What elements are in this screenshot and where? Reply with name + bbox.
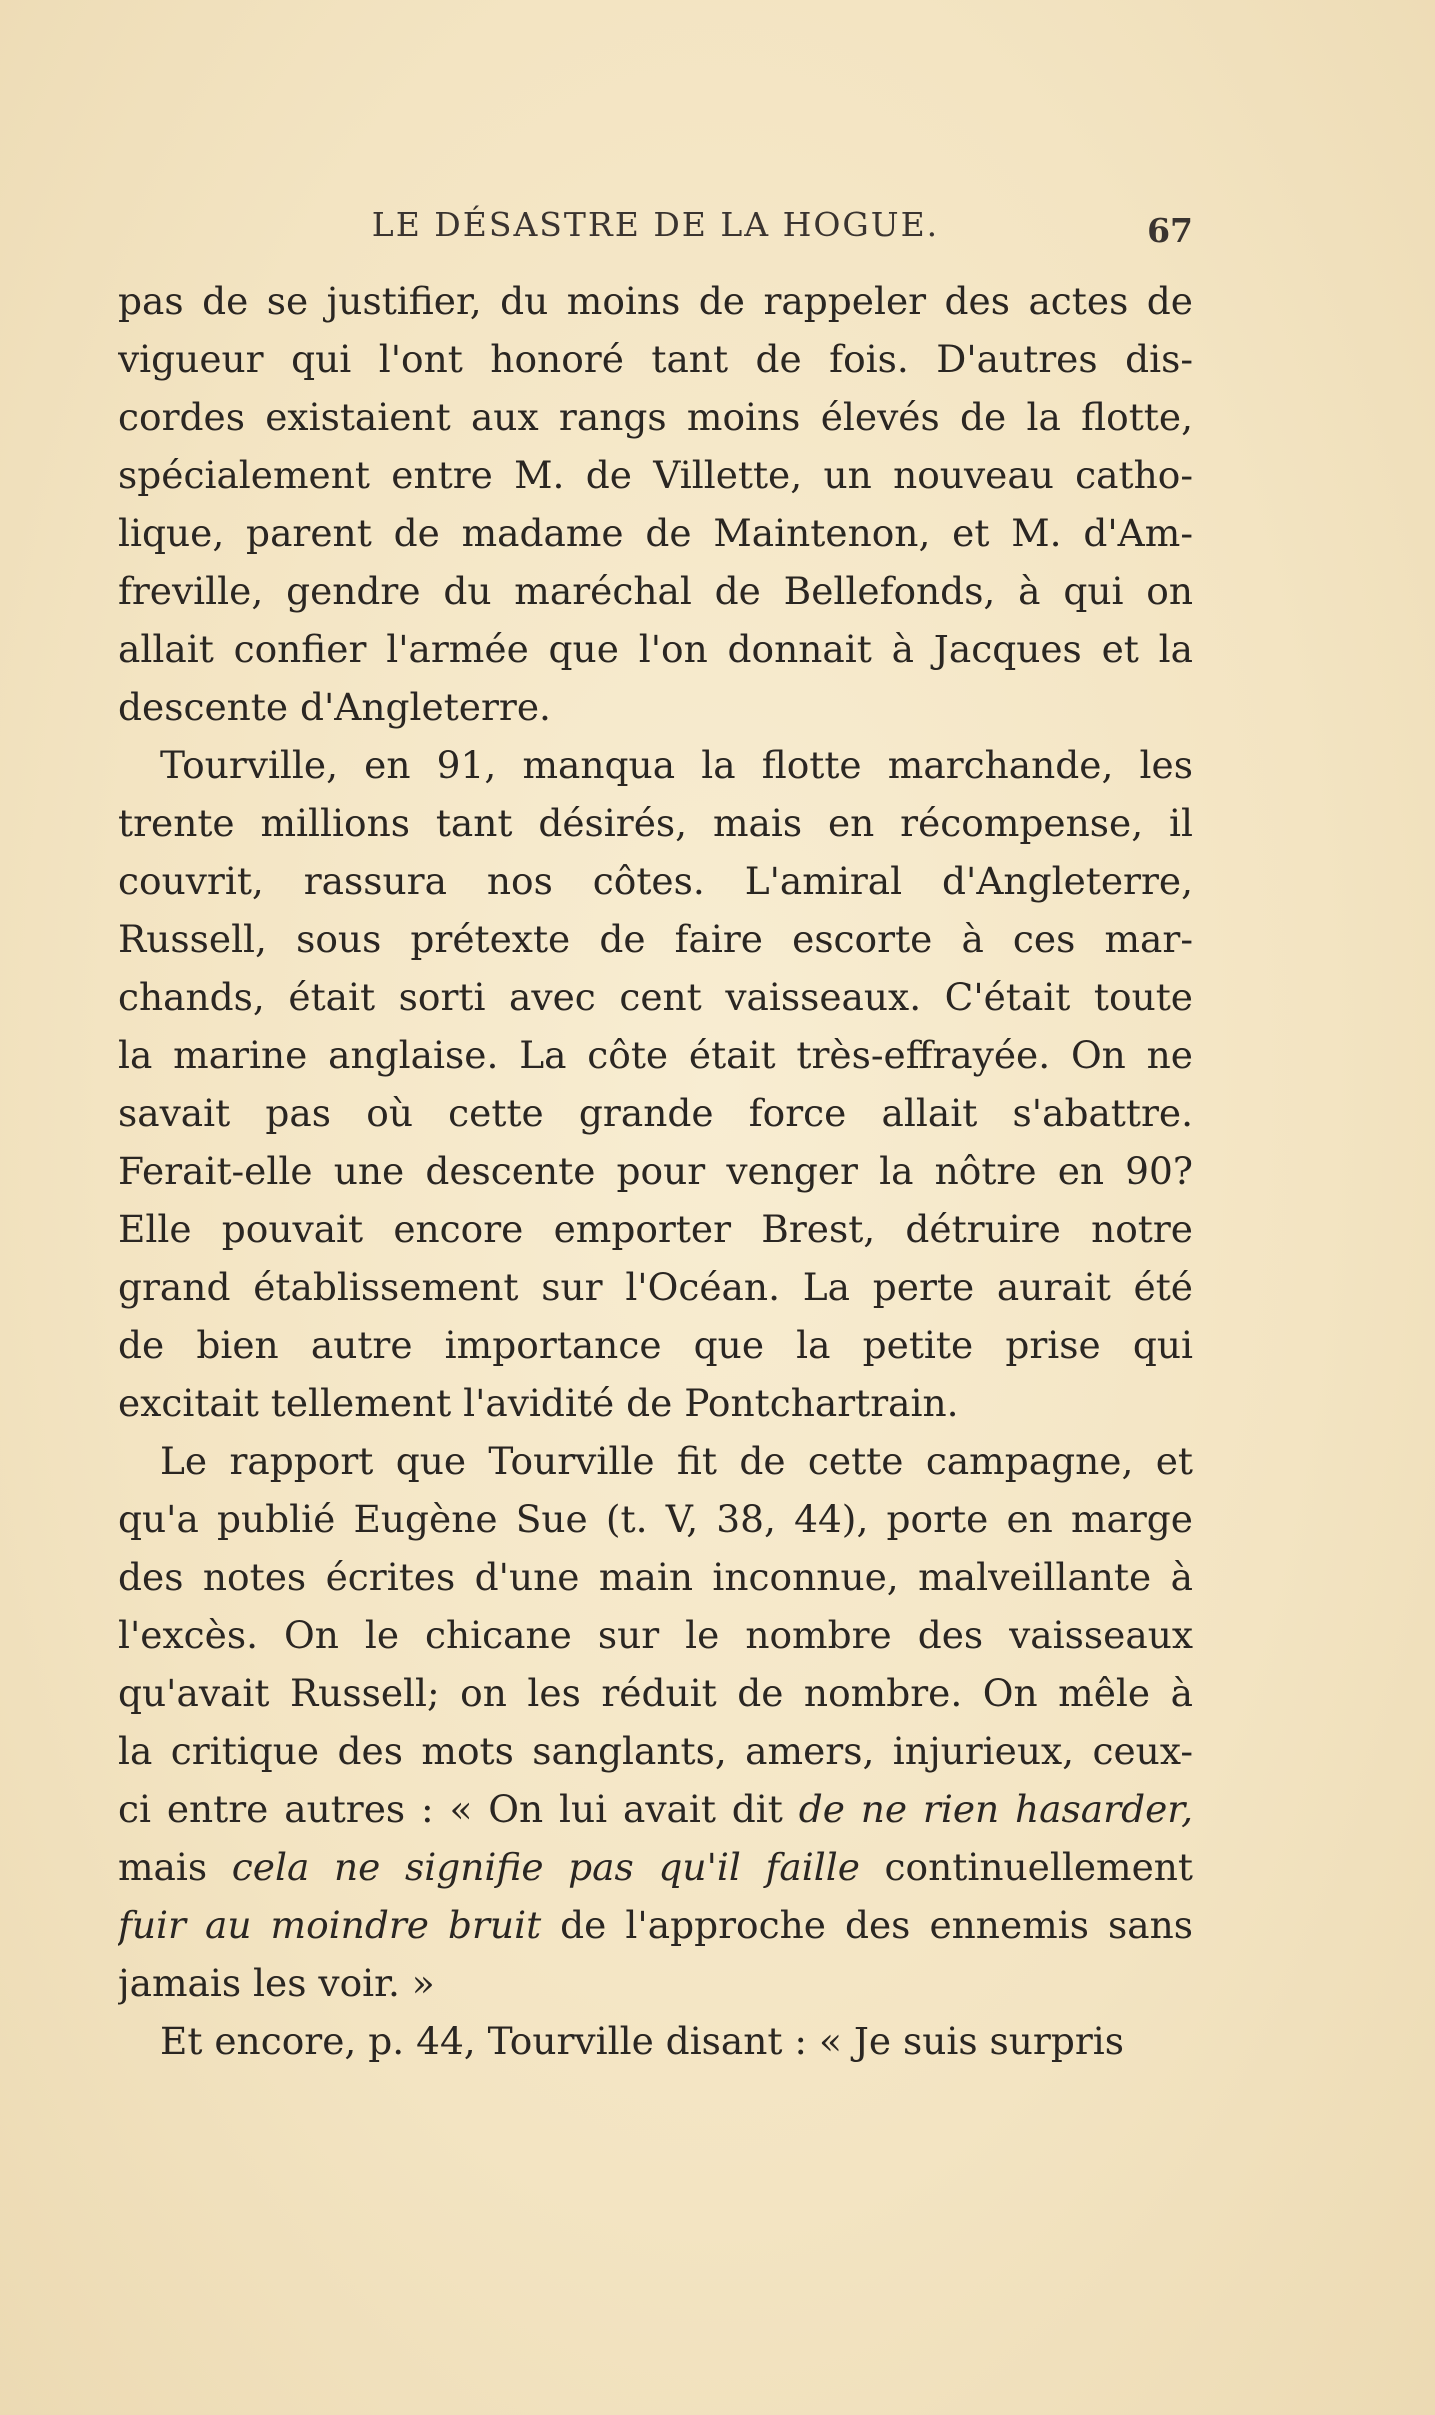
body-text [118, 272, 1193, 2070]
text-line: de bien autre importance que la petite prise qui [118, 1323, 1193, 1367]
text-line: freville, gendre du maréchal de Bellefonds, à qui on [118, 569, 1193, 613]
running-title: LE DÉSASTRE DE LA HOGUE. [371, 205, 940, 244]
text-run: de l'approche des ennemis sans [541, 1903, 1193, 1947]
text-line: cordes existaient aux rangs moins élevés de la flotte, [118, 395, 1193, 439]
text-line: Ferait-elle une descente pour venger la nôtre en 90? [118, 1149, 1193, 1193]
text-line: spécialement entre M. de Villette, un nouveau catho- [118, 453, 1193, 497]
text-line [118, 1838, 1193, 1896]
italic-run: fuir au moindre bruit [118, 1903, 542, 1947]
text-line: qu'avait Russell; on les réduit de nombre. On mêle à [118, 1671, 1193, 1715]
text-line: la critique des mots sanglants, amers, injurieux, ceux- [118, 1729, 1193, 1773]
text-line: excitait tellement l'avidité de Pontchartrain. [118, 1381, 959, 1425]
text-line [118, 1896, 1193, 1954]
text-line [118, 1780, 1193, 1838]
text-line: descente d'Angleterre. [118, 685, 551, 729]
text-line: chands, était sorti avec cent vaisseaux. C'était toute [118, 975, 1193, 1019]
italic-run: de ne rien hasarder, [798, 1787, 1193, 1831]
page-number: 67 [1147, 211, 1193, 250]
text-line: Russell, sous prétexte de faire escorte à ces mar- [118, 917, 1193, 961]
text-line: Le rapport que Tourville fit de cette campagne, et [160, 1439, 1193, 1483]
text-line: Elle pouvait encore emporter Brest, détruire notre [118, 1207, 1193, 1251]
text-line: l'excès. On le chicane sur le nombre des vaisseaux [118, 1613, 1193, 1657]
text-line: Et encore, p. 44, Tourville disant : « Je suis surpris [160, 2019, 1125, 2063]
italic-run: cela ne signifie pas qu'il faille [231, 1845, 860, 1889]
text-line: des notes écrites d'une main inconnue, malveillante à [118, 1555, 1193, 1599]
text-run: mais [118, 1845, 232, 1889]
text-line: grand établissement sur l'Océan. La perte aurait été [118, 1265, 1193, 1309]
text-line: savait pas où cette grande force allait s'abattre. [118, 1091, 1193, 1135]
text-line: jamais les voir. » [118, 1961, 435, 2005]
text-line: vigueur qui l'ont honoré tant de fois. D'autres dis- [118, 337, 1193, 381]
text-line: la marine anglaise. La côte était très-effrayée. On ne [118, 1033, 1193, 1077]
text-line: allait confier l'armée que l'on donnait à Jacques et la [118, 627, 1193, 671]
text-run: continuellement [859, 1845, 1193, 1889]
text-line: qu'a publié Eugène Sue (t. V, 38, 44), porte en marge [118, 1497, 1193, 1541]
text-line: couvrit, rassura nos côtes. L'amiral d'Angleterre, [118, 859, 1193, 903]
text-line: lique, parent de madame de Maintenon, et M. d'Am- [118, 511, 1193, 555]
text-line: Tourville, en 91, manqua la flotte marchande, les [160, 743, 1193, 787]
running-head [118, 205, 1193, 255]
text-line: pas de se justifier, du moins de rappeler des actes de [118, 279, 1193, 323]
text-line: trente millions tant désirés, mais en récompense, il [118, 801, 1193, 845]
text-run: ci entre autres : « On lui avait dit [118, 1787, 799, 1831]
